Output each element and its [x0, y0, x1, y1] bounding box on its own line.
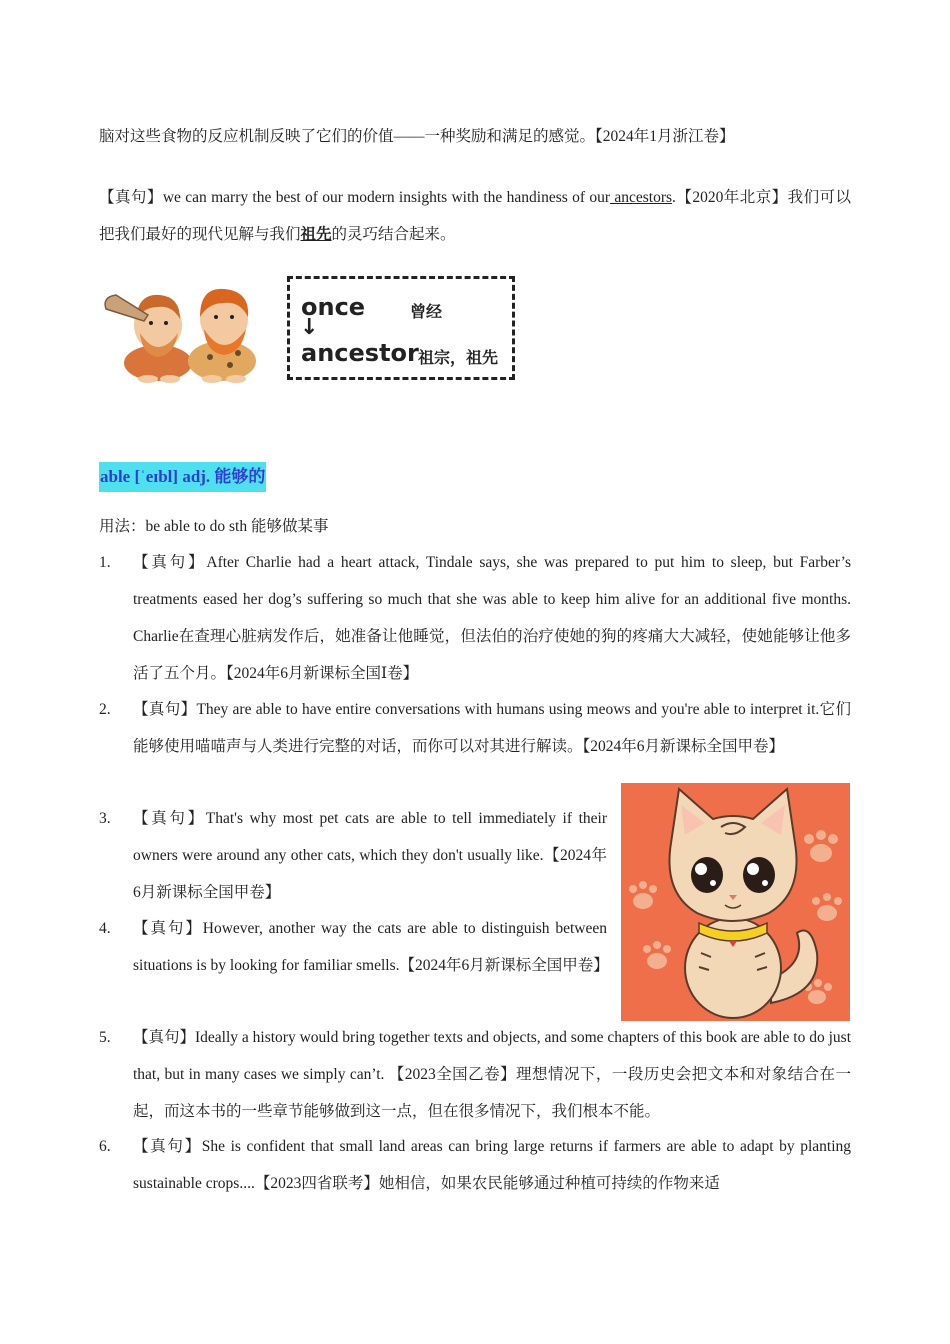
list-item — [99, 800, 607, 911]
list-number: 4. — [99, 920, 111, 937]
list-number: 3. — [99, 810, 111, 827]
usage-line: 用法：be able to do sth 能够做某事 — [99, 518, 329, 535]
word-once: once — [301, 293, 366, 321]
word-ancestor-cn: 祖宗，祖先 — [418, 348, 499, 367]
list-item — [99, 910, 607, 984]
list-item — [99, 1019, 851, 1130]
example-text-after: .【2020年北京】我们可以把我们最好的现代见解与我们 — [99, 189, 851, 243]
list-item — [99, 1128, 851, 1202]
word-once-cn: 曾经 — [410, 302, 443, 321]
intro-line: 脑对这些食物的反应机制反映了它们的价值——一种奖励和满足的感觉。【2024年1月浙江卷】 — [99, 128, 735, 145]
word-origin-box — [287, 276, 515, 380]
cavemen-illustration — [100, 275, 270, 385]
list-item — [99, 544, 851, 692]
entry-heading: able [ˈeɪbl] adj. 能够的 — [99, 462, 266, 492]
list-number: 2. — [99, 701, 111, 718]
list-text: 【真句】Ideally a history would bring together texts and objects, and some chapters of this book are able to do just that, but in many cases we simply can’t. 【2023全国乙卷】理想情况下，一段历史会把文本和对象结合在一起，而这本书的一些章节能够做到这一点，但在很多情况下，我们根本不能。 — [133, 1029, 852, 1120]
cat-illustration — [621, 783, 850, 1021]
list-item — [99, 691, 851, 765]
keyword-cn: 祖先 — [300, 226, 332, 243]
list-text: 【真句】After Charlie had a heart attack, Tindale says, she was prepared to put him to sleep, but Farber’s treatments eased her dog’s suffering so much that she was able to keep him alive for an additional five months. Charlie在查理心脏病发作后，她准备让他睡觉，但法伯的治疗使她的狗的疼痛大大减轻，使她能够让他多活了五个月。【2024年6月新课标全国Ⅰ卷】 — [133, 554, 851, 682]
example-cn-after: 的灵巧结合起来。 — [331, 226, 456, 243]
word-ancestor: ancestor — [301, 339, 419, 367]
list-text: 【真句】They are able to have entire conversations with humans using meows and you're able to interpret it.它们能够使用喵喵声与人类进行完整的对话，而你可以对其进行解读。【2024年6月新课标全国甲卷】 — [133, 701, 851, 755]
example-text-before: we can marry the best of our modern insights with the handiness of our — [162, 189, 611, 206]
keyword-ancestors: ancestors — [610, 189, 673, 206]
example-tag: 【真句】 — [99, 189, 163, 206]
list-number: 5. — [99, 1029, 111, 1046]
cat-icon — [621, 783, 850, 1021]
list-text: 【真句】She is confident that small land areas can bring large returns if farmers are able to adapt by planting sustainable crops....【2023四省联考】她相信，如果农民能够通过种植可持续的作物来适 — [133, 1138, 851, 1192]
list-number: 1. — [99, 554, 111, 571]
list-text: 【真句】That's why most pet cats are able to tell immediately if their owners were around any other cats, which they don't usually like.【2024年6月新课标全国甲卷】 — [133, 810, 607, 901]
list-number: 6. — [99, 1138, 111, 1155]
ancestor-example — [99, 179, 851, 253]
arrow-down-icon: ↓ — [300, 315, 319, 340]
list-text: 【真句】However, another way the cats are able to distinguish between situations is by looking for familiar smells.【2024年6月新课标全国甲卷】 — [133, 920, 609, 974]
